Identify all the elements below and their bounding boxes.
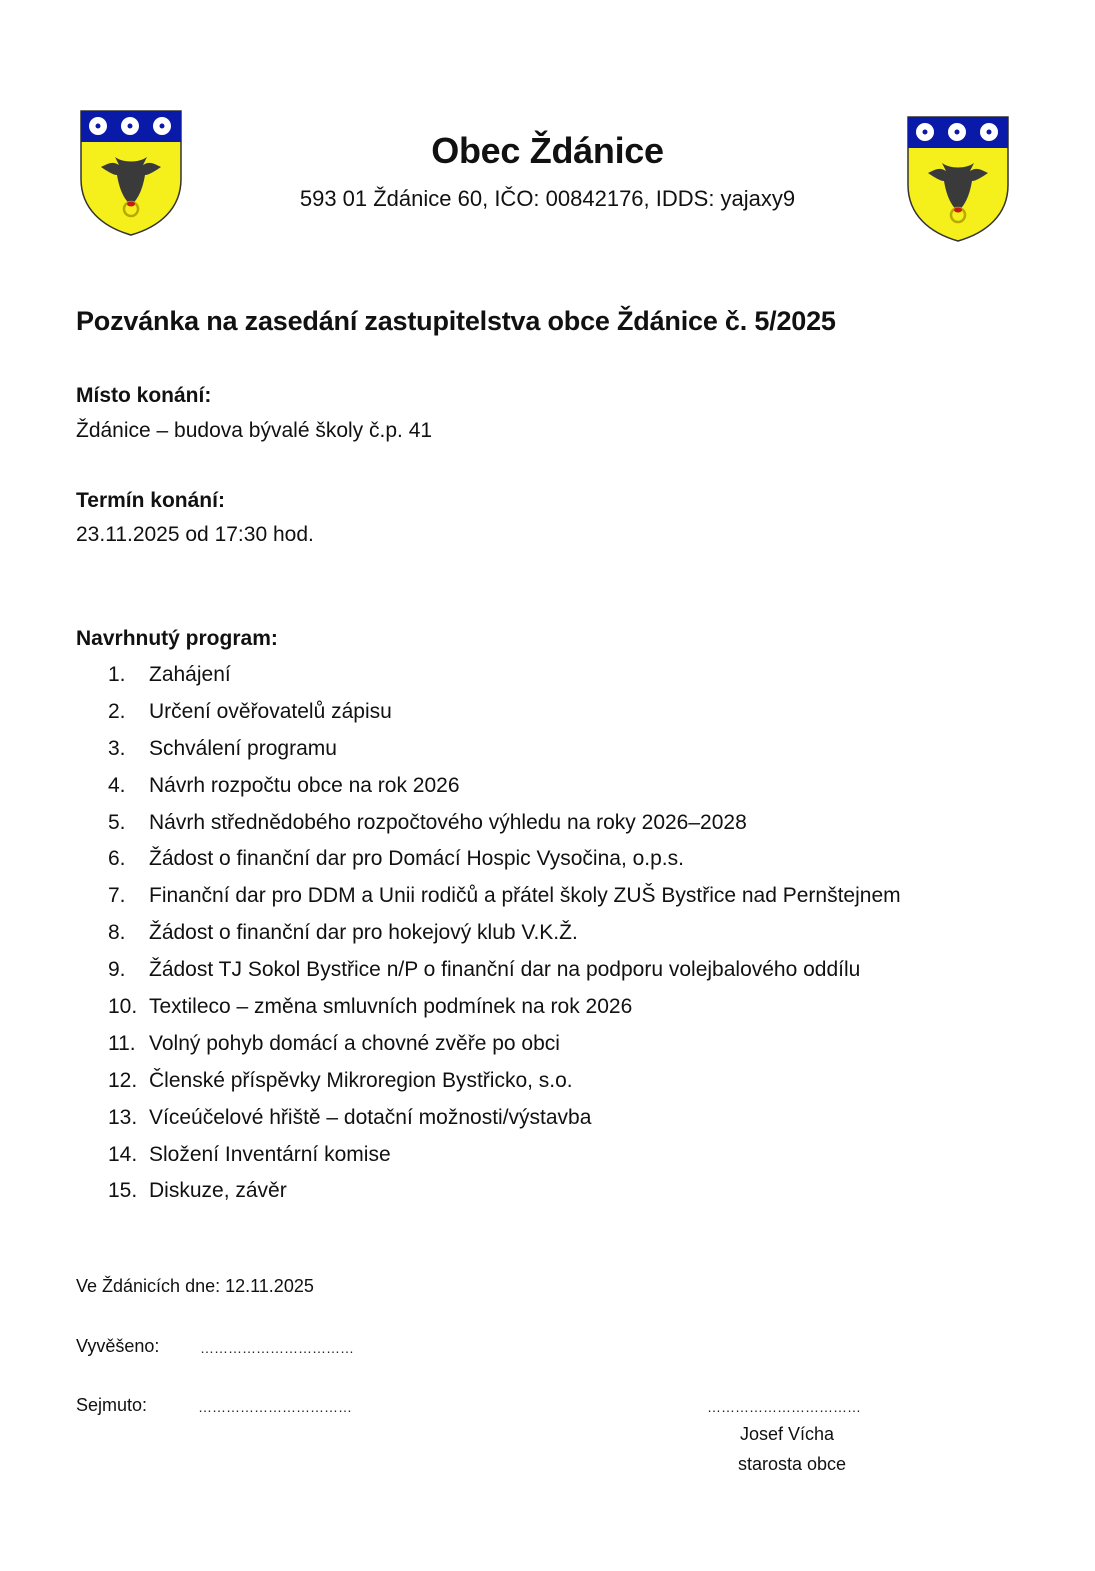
agenda-text: Návrh střednědobého rozpočtového výhledu na roky 2026–2028 [149,810,747,834]
place-value: Ždánice – budova bývalé školy č.p. 41 [76,419,433,442]
agenda-item [108,660,901,697]
signatory-name: Josef Vícha [739,1424,835,1444]
agenda-number: 3. [108,736,126,760]
agenda-number: 10. [108,995,138,1019]
municipality-address: 593 01 Ždánice 60, IČO: 00842176, IDDS: yajaxy9 [299,186,796,211]
agenda-item [108,1029,901,1066]
agenda-list [108,660,901,1213]
agenda-text: Volný pohyb domácí a chovné zvěře po obci [149,1031,560,1055]
agenda-item [108,697,901,734]
agenda-number: 11. [108,1031,136,1055]
agenda-number: 9. [108,958,126,982]
agenda-text: Zahájení [149,663,231,686]
agenda-number: 12. [108,1068,138,1092]
agenda-item [108,918,901,955]
municipality-title: Obec Ždánice [431,130,664,171]
agenda-item [108,955,901,992]
agenda-number: 15. [108,1179,138,1203]
removed-label: Sejmuto: [76,1395,148,1415]
agenda-text: Žádost TJ Sokol Bystřice n/P o finanční dar na podporu volejbalového oddílu [149,958,861,982]
agenda-item [108,771,901,808]
agenda-number: 1. [108,663,126,686]
agenda-text: Členské příspěvky Mikroregion Bystřicko, s.o. [149,1068,573,1092]
program-label: Navrhnutý program: [76,627,278,650]
agenda-number: 7. [108,884,126,908]
agenda-text: Určení ověřovatelů zápisu [149,699,392,723]
place-label: Místo konání: [76,384,212,407]
agenda-text: Žádost o finanční dar pro Domácí Hospic Vysočina, o.p.s. [149,847,684,871]
agenda-item [108,992,901,1029]
agenda-number: 5. [108,810,126,834]
agenda-text: Diskuze, závěr [149,1179,287,1203]
agenda-item [108,881,901,918]
agenda-text: Schválení programu [149,736,337,760]
agenda-item [108,1140,901,1177]
coat-of-arms-icon [79,109,183,237]
agenda-number: 14. [108,1142,138,1166]
agenda-text: Finanční dar pro DDM a Unii rodičů a přátel školy ZUŠ Bystřice nad Pernštejnem [149,884,901,908]
agenda-item [108,1176,901,1213]
agenda-text: Textileco – změna smluvních podmínek na rok 2026 [149,995,633,1019]
agenda-number: 8. [108,921,126,945]
agenda-number: 13. [108,1105,138,1129]
date-label: Termín konání: [76,489,225,512]
agenda-number: 4. [108,773,126,797]
agenda-item [108,1066,901,1103]
document-heading: Pozvánka na zasedání zastupitelstva obce Ždánice č. 5/2025 [76,306,836,336]
signatory-role: starosta obce [737,1454,847,1474]
removed-date-line: …………………………… [198,1399,352,1415]
agenda-item [108,734,901,771]
agenda-text: Složení Inventární komise [149,1142,391,1166]
signature-line: …………………………… [707,1399,861,1415]
agenda-text: Návrh rozpočtu obce na rok 2026 [149,773,460,797]
date-value: 23.11.2025 od 17:30 hod. [76,523,314,546]
agenda-item [108,808,901,845]
agenda-number: 2. [108,699,126,723]
issue-date: Ve Ždánicích dne: 12.11.2025 [76,1276,314,1296]
agenda-text: Žádost o finanční dar pro hokejový klub V.K.Ž. [149,921,578,945]
agenda-text: Víceúčelové hřiště – dotační možnosti/výstavba [149,1105,592,1129]
agenda-number: 6. [108,847,126,871]
posted-label: Vyvěšeno: [76,1336,160,1356]
posted-date-line: …………………………… [200,1340,354,1356]
agenda-item [108,844,901,881]
agenda-item [108,1103,901,1140]
